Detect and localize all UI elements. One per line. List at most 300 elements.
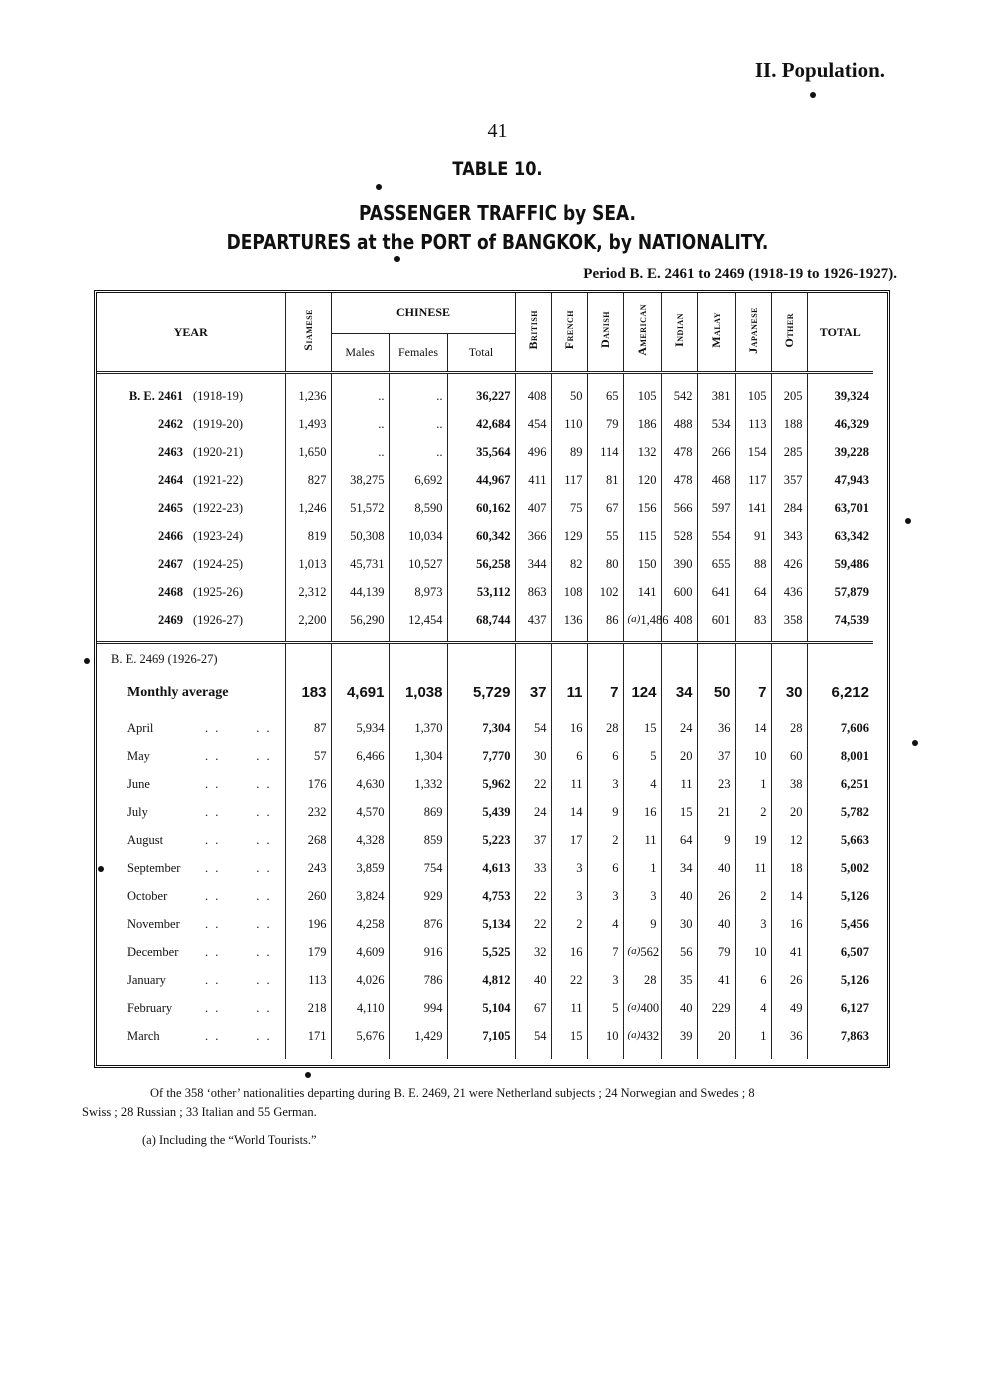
year-be: B. E. 2461 — [128, 389, 183, 403]
ctotal-cell: 5,223 — [482, 833, 511, 847]
american-note: (a) — [627, 1029, 641, 1041]
males-cell: 50,308 — [350, 529, 385, 543]
indian-cell: 566 — [673, 501, 693, 515]
japanese-cell: 3 — [760, 917, 767, 931]
males-cell: .. — [378, 445, 385, 459]
males-cell: 4,609 — [356, 945, 385, 959]
malay-cell: 40 — [718, 861, 731, 875]
monthly_rows-row — [97, 771, 873, 799]
malay-cell: 20 — [718, 1029, 731, 1043]
year-be: 2468 — [158, 585, 183, 599]
indian-cell: 34 — [680, 861, 693, 875]
year-ce: (1925-26) — [193, 585, 243, 599]
japanese-cell: 1 — [760, 1029, 767, 1043]
malay-cell: 655 — [711, 557, 731, 571]
total-cell: 59,486 — [834, 557, 869, 571]
japanese-header: Japanese — [745, 306, 760, 354]
british-cell: 366 — [527, 529, 547, 543]
males-cell: 5,934 — [356, 721, 385, 735]
page-number: 41 — [487, 120, 508, 142]
malay-cell: 21 — [718, 805, 731, 819]
siamese-cell: 232 — [307, 805, 327, 819]
indian-cell: 528 — [673, 529, 693, 543]
males-cell: 51,572 — [350, 501, 385, 515]
month-name: November — [127, 917, 180, 931]
french-cell: 17 — [570, 833, 583, 847]
year-be: 2464 — [158, 473, 183, 487]
other-cell: 26 — [790, 973, 803, 987]
scan-speck — [905, 518, 911, 524]
british-cell: 32 — [534, 945, 547, 959]
average-ctotal-cell: 5,729 — [472, 684, 511, 701]
siamese-cell: 243 — [307, 861, 327, 875]
american-cell: 4 — [650, 777, 657, 791]
siamese-cell: 1,246 — [298, 501, 327, 515]
japanese-cell: 141 — [747, 501, 767, 515]
japanese-cell: 10 — [754, 945, 767, 959]
leader-dots: . . . . — [205, 721, 272, 735]
french-cell: 11 — [570, 1001, 583, 1015]
japanese-cell: 64 — [754, 585, 767, 599]
monthly_rows-row — [97, 967, 873, 995]
danish-cell: 3 — [612, 889, 619, 903]
french-cell: 89 — [570, 445, 583, 459]
monthly_rows-row — [97, 911, 873, 939]
footnote-world-tourists: (a) Including the “World Tourists.” — [142, 1133, 317, 1147]
american-cell: 115 — [638, 529, 657, 543]
british-cell: 454 — [527, 417, 547, 431]
females-cell: 754 — [423, 861, 443, 875]
british-cell: 344 — [527, 557, 547, 571]
other-cell: 38 — [790, 777, 803, 791]
annual_rows-row — [97, 383, 873, 411]
american-header: American — [634, 304, 649, 356]
leader-dots: . . . . — [205, 1001, 272, 1015]
females-cell: 869 — [423, 805, 443, 819]
american-cell: 1,486 — [640, 613, 669, 627]
annual_rows-row — [97, 439, 873, 467]
british-cell: 22 — [534, 777, 547, 791]
british-cell: 40 — [534, 973, 547, 987]
ctotal-cell: 5,525 — [482, 945, 511, 959]
average-total-cell: 6,212 — [831, 684, 869, 701]
scan-speck — [84, 658, 90, 664]
ctotal-cell: 56,258 — [476, 557, 511, 571]
average-malay-cell: 50 — [713, 684, 731, 701]
total-cell: 5,126 — [840, 889, 869, 903]
danish-cell: 28 — [606, 721, 619, 735]
danish-cell: 79 — [606, 417, 619, 431]
section-heading: II. Population. — [754, 58, 885, 82]
monthly_rows-row — [97, 715, 873, 743]
ctotal-cell: 7,304 — [482, 721, 511, 735]
indian-cell: 40 — [680, 1001, 693, 1015]
ctotal-cell: 36,227 — [476, 389, 511, 403]
total-cell: 5,782 — [840, 805, 869, 819]
month-name: December — [127, 945, 179, 959]
french-cell: 6 — [576, 749, 583, 763]
indian-cell: 30 — [680, 917, 693, 931]
annual_rows-row — [97, 523, 873, 551]
females-cell: 1,332 — [414, 777, 443, 791]
american-cell: 186 — [637, 417, 657, 431]
japanese-cell: 19 — [754, 833, 767, 847]
siamese-cell: 2,200 — [298, 613, 327, 627]
british-cell: 22 — [534, 917, 547, 931]
females-cell: 1,304 — [414, 749, 443, 763]
danish-cell: 9 — [612, 805, 619, 819]
french-cell: 14 — [570, 805, 583, 819]
males-cell: 4,026 — [356, 973, 385, 987]
other-cell: 358 — [783, 613, 803, 627]
indian-cell: 478 — [673, 473, 693, 487]
danish-cell: 6 — [612, 749, 619, 763]
average-indian-cell: 34 — [675, 684, 693, 701]
year-be: 2465 — [158, 501, 183, 515]
siamese-cell: 2,312 — [298, 585, 327, 599]
other-cell: 285 — [783, 445, 803, 459]
monthly-average-row — [97, 675, 873, 711]
japanese-cell: 105 — [747, 389, 767, 403]
year-ce: (1919-20) — [193, 417, 243, 431]
french-header: French — [561, 310, 576, 350]
total-cell: 7,863 — [840, 1029, 869, 1043]
british-cell: 496 — [527, 445, 547, 459]
malay-cell: 26 — [718, 889, 731, 903]
american-cell: 1 — [650, 861, 657, 875]
danish-cell: 2 — [612, 833, 619, 847]
other-cell: 205 — [783, 389, 803, 403]
japanese-cell: 91 — [754, 529, 767, 543]
american-cell: 16 — [644, 805, 657, 819]
french-cell: 50 — [570, 389, 583, 403]
japanese-cell: 113 — [748, 417, 767, 431]
females-cell: 12,454 — [408, 613, 443, 627]
year-ce: (1926-27) — [193, 613, 243, 627]
siamese-header: Siamese — [300, 309, 315, 351]
females-cell: .. — [436, 389, 443, 403]
danish-cell: 7 — [612, 945, 619, 959]
malay-cell: 40 — [718, 917, 731, 931]
malay-cell: 381 — [711, 389, 731, 403]
total-cell: 6,127 — [840, 1001, 869, 1015]
siamese-cell: 179 — [307, 945, 327, 959]
males-cell: 56,290 — [350, 613, 385, 627]
scan-speck — [376, 184, 382, 190]
other-cell: 18 — [790, 861, 803, 875]
japanese-cell: 4 — [760, 1001, 767, 1015]
american-cell: 11 — [644, 833, 657, 847]
year-be: 2466 — [158, 529, 183, 543]
siamese-cell: 171 — [307, 1029, 327, 1043]
other-cell: 49 — [790, 1001, 803, 1015]
month-name: September — [127, 861, 181, 875]
french-cell: 3 — [576, 861, 583, 875]
british-cell: 863 — [527, 585, 547, 599]
japanese-cell: 14 — [754, 721, 767, 735]
monthly-average-label: Monthly average — [127, 684, 229, 700]
american-cell: 28 — [644, 973, 657, 987]
annual_rows-row — [97, 579, 873, 607]
month-name: January — [127, 973, 166, 987]
british-cell: 407 — [527, 501, 547, 515]
males-cell: 4,258 — [356, 917, 385, 931]
monthly-header-row — [97, 643, 873, 675]
danish-cell: 114 — [600, 445, 619, 459]
total-cell: 8,001 — [840, 749, 869, 763]
french-cell: 129 — [563, 529, 583, 543]
japanese-cell: 2 — [760, 805, 767, 819]
danish-cell: 3 — [612, 777, 619, 791]
ctotal-cell: 7,105 — [482, 1029, 511, 1043]
american-cell: 105 — [637, 389, 657, 403]
females-cell: 929 — [423, 889, 443, 903]
leader-dots: . . . . — [205, 833, 272, 847]
indian-cell: 39 — [680, 1029, 693, 1043]
year-be: 2469 — [158, 613, 183, 627]
month-name: October — [127, 889, 168, 903]
malay-cell: 37 — [718, 749, 731, 763]
siamese-cell: 268 — [307, 833, 327, 847]
average-british-cell: 37 — [529, 684, 547, 701]
malay-cell: 601 — [711, 613, 731, 627]
siamese-cell: 819 — [307, 529, 327, 543]
males-cell: 5,676 — [356, 1029, 385, 1043]
ctotal-cell: 4,613 — [482, 861, 511, 875]
males-header: Males — [331, 333, 389, 371]
chinese-total-header: Total — [447, 333, 515, 371]
chinese-header: CHINESE — [331, 293, 515, 333]
year-ce: (1920-21) — [193, 445, 243, 459]
males-cell: 4,630 — [356, 777, 385, 791]
males-cell: 4,570 — [356, 805, 385, 819]
american-cell: 3 — [650, 889, 657, 903]
japanese-cell: 10 — [754, 749, 767, 763]
females-header: Females — [389, 333, 447, 371]
year-header: YEAR — [173, 324, 208, 339]
leader-dots: . . . . — [205, 777, 272, 791]
monthly-period-label: B. E. 2469 (1926-27) — [97, 643, 285, 675]
ctotal-cell: 42,684 — [476, 417, 511, 431]
indian-cell: 408 — [673, 613, 693, 627]
indian-cell: 56 — [680, 945, 693, 959]
british-cell: 24 — [534, 805, 547, 819]
japanese-cell: 88 — [754, 557, 767, 571]
siamese-cell: 1,013 — [298, 557, 327, 571]
british-cell: 22 — [534, 889, 547, 903]
malay-cell: 534 — [711, 417, 731, 431]
american-cell: 156 — [637, 501, 657, 515]
british-cell: 408 — [527, 389, 547, 403]
females-cell: 6,692 — [414, 473, 443, 487]
american-cell: 150 — [637, 557, 657, 571]
annual_rows-row — [97, 607, 873, 635]
malay-header: Malay — [708, 312, 723, 348]
indian-cell: 24 — [680, 721, 693, 735]
scan-speck — [810, 92, 816, 98]
ctotal-cell: 5,962 — [482, 777, 511, 791]
average-other-cell: 30 — [785, 684, 803, 701]
average-danish-cell: 7 — [610, 684, 619, 701]
american-cell: 141 — [637, 585, 657, 599]
table-title-line2: DEPARTURES at the PORT of BANGKOK, by NATIONALITY. — [226, 230, 769, 254]
other-cell: 436 — [783, 585, 803, 599]
american-cell: 432 — [640, 1029, 660, 1043]
males-cell: 3,859 — [356, 861, 385, 875]
malay-cell: 468 — [711, 473, 731, 487]
males-cell: 44,139 — [350, 585, 385, 599]
indian-cell: 40 — [680, 889, 693, 903]
siamese-cell: 1,493 — [298, 417, 327, 431]
malay-cell: 23 — [718, 777, 731, 791]
males-cell: 38,275 — [350, 473, 385, 487]
french-cell: 11 — [570, 777, 583, 791]
british-cell: 411 — [528, 473, 547, 487]
females-cell: 10,034 — [408, 529, 443, 543]
japanese-cell: 117 — [748, 473, 767, 487]
ctotal-cell: 44,967 — [476, 473, 511, 487]
danish-cell: 67 — [606, 501, 619, 515]
year-ce: (1918-19) — [193, 389, 243, 403]
indian-cell: 64 — [680, 833, 693, 847]
annual_rows-row — [97, 551, 873, 579]
month-name: May — [127, 749, 150, 763]
total-cell: 63,342 — [834, 529, 869, 543]
american-cell: 120 — [637, 473, 657, 487]
females-cell: 8,973 — [414, 585, 443, 599]
british-cell: 37 — [534, 833, 547, 847]
average-american-cell: 124 — [631, 684, 657, 701]
year-be: 2463 — [158, 445, 183, 459]
siamese-cell: 176 — [307, 777, 327, 791]
japanese-cell: 6 — [760, 973, 767, 987]
other-cell: 426 — [783, 557, 803, 571]
malay-cell: 41 — [718, 973, 731, 987]
british-cell: 67 — [534, 1001, 547, 1015]
danish-cell: 86 — [606, 613, 619, 627]
danish-header: Danish — [597, 311, 612, 349]
french-cell: 16 — [570, 721, 583, 735]
table-body — [97, 373, 873, 1059]
total-cell: 7,606 — [840, 721, 869, 735]
month-name: June — [127, 777, 150, 791]
british-cell: 33 — [534, 861, 547, 875]
females-cell: 994 — [423, 1001, 443, 1015]
females-cell: 876 — [423, 917, 443, 931]
ctotal-cell: 5,439 — [482, 805, 511, 819]
american-cell: 5 — [650, 749, 657, 763]
other-cell: 36 — [790, 1029, 803, 1043]
indian-cell: 488 — [673, 417, 693, 431]
british-cell: 54 — [534, 1029, 547, 1043]
total-cell: 5,002 — [840, 861, 869, 875]
malay-cell: 641 — [711, 585, 731, 599]
table-title-line1: PASSENGER TRAFFIC by SEA. — [359, 201, 636, 225]
indian-cell: 600 — [673, 585, 693, 599]
average-males-cell: 4,691 — [346, 684, 385, 701]
monthly_rows-row — [97, 995, 873, 1023]
danish-cell: 4 — [612, 917, 619, 931]
malay-cell: 554 — [711, 529, 731, 543]
females-cell: 786 — [423, 973, 443, 987]
average-japanese-cell: 7 — [758, 684, 767, 701]
annual_rows-row — [97, 467, 873, 495]
ctotal-cell: 4,753 — [482, 889, 511, 903]
month-name: March — [127, 1029, 160, 1043]
monthly_rows-row — [97, 883, 873, 911]
total-cell: 5,456 — [840, 917, 869, 931]
total-cell: 6,507 — [840, 945, 869, 959]
ctotal-cell: 60,342 — [476, 529, 511, 543]
males-cell: 4,328 — [356, 833, 385, 847]
period-subtitle: Period B. E. 2461 to 2469 (1918-19 to 1926-1927). — [583, 266, 897, 282]
other-header: Other — [781, 312, 796, 348]
french-cell: 82 — [570, 557, 583, 571]
danish-cell: 81 — [606, 473, 619, 487]
french-cell: 15 — [570, 1029, 583, 1043]
indian-cell: 20 — [680, 749, 693, 763]
females-cell: 8,590 — [414, 501, 443, 515]
indian-cell: 542 — [673, 389, 693, 403]
indian-cell: 478 — [673, 445, 693, 459]
ctotal-cell: 60,162 — [476, 501, 511, 515]
other-cell: 188 — [783, 417, 803, 431]
leader-dots: . . . . — [205, 973, 272, 987]
females-cell: 859 — [423, 833, 443, 847]
siamese-cell: 1,650 — [298, 445, 327, 459]
passenger-traffic-table — [97, 293, 873, 1059]
month-name: July — [127, 805, 148, 819]
siamese-cell: 1,236 — [298, 389, 327, 403]
total-cell: 39,228 — [834, 445, 869, 459]
month-name: August — [127, 833, 164, 847]
total-cell: 46,329 — [834, 417, 869, 431]
monthly_rows-row — [97, 827, 873, 855]
siamese-cell: 113 — [308, 973, 327, 987]
siamese-cell: 196 — [307, 917, 327, 931]
table-label: TABLE 10. — [452, 158, 543, 180]
siamese-cell: 87 — [314, 721, 327, 735]
danish-cell: 5 — [612, 1001, 619, 1015]
american-note: (a) — [627, 613, 641, 625]
leader-dots: . . . . — [205, 889, 272, 903]
american-cell: 400 — [640, 1001, 660, 1015]
females-cell: 916 — [423, 945, 443, 959]
ctotal-cell: 4,812 — [482, 973, 511, 987]
total-cell: 47,943 — [834, 473, 869, 487]
scan-speck — [394, 256, 400, 262]
leader-dots: . . . . — [205, 1029, 272, 1043]
month-name: February — [127, 1001, 173, 1015]
other-cell: 284 — [783, 501, 803, 515]
monthly_rows-row — [97, 799, 873, 827]
danish-cell: 3 — [612, 973, 619, 987]
siamese-cell: 827 — [307, 473, 327, 487]
footnote-other-nationalities: Of the 358 ‘other’ nationalities departing during B. E. 2469, 21 were Netherland subjects ; 24 Norwegian and Swedes ; 8 — [150, 1086, 755, 1100]
french-cell: 22 — [570, 973, 583, 987]
males-cell: 45,731 — [350, 557, 385, 571]
danish-cell: 102 — [599, 585, 619, 599]
other-cell: 12 — [790, 833, 803, 847]
siamese-cell: 218 — [307, 1001, 327, 1015]
males-cell: .. — [378, 389, 385, 403]
danish-cell: 55 — [606, 529, 619, 543]
danish-cell: 10 — [606, 1029, 619, 1043]
american-cell: 15 — [644, 721, 657, 735]
annual_rows-row — [97, 495, 873, 523]
ctotal-cell: 68,744 — [476, 613, 511, 627]
malay-cell: 36 — [718, 721, 731, 735]
